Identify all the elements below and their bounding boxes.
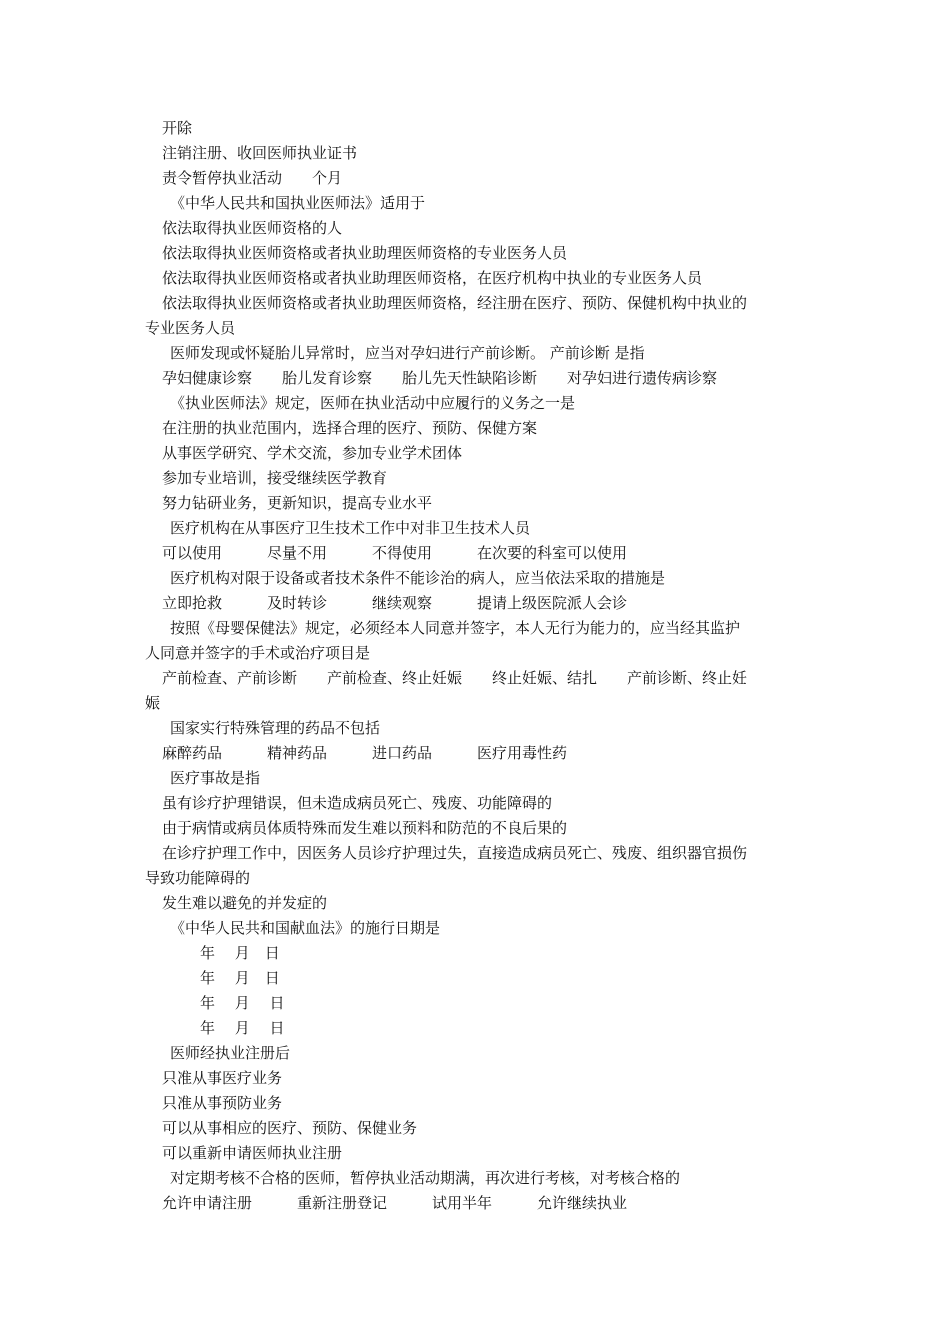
- option-line: 努力钻研业务，更新知识，提高专业水平: [162, 494, 433, 512]
- options-row: 可以使用 尽量不用 不得使用 在次要的科室可以使用: [162, 544, 628, 562]
- option-line: 依法取得执业医师资格或者执业助理医师资格，在医疗机构中执业的专业医务人员: [162, 269, 703, 287]
- option-line: 可以从事相应的医疗、预防、保健业务: [162, 1119, 418, 1137]
- options-row: 产前检查、产前诊断 产前检查、终止妊娠 终止妊娠、结扎 产前诊断、终止妊: [162, 669, 748, 687]
- date-option: 年 月 日: [200, 944, 280, 962]
- date-option: 年 月 日: [200, 1019, 285, 1037]
- question-line: 医疗机构对限于设备或者技术条件不能诊治的病人，应当依法采取的措施是: [170, 569, 666, 587]
- option-line: 依法取得执业医师资格或者执业助理医师资格的专业医务人员: [162, 244, 568, 262]
- option-line: 依法取得执业医师资格或者执业助理医师资格，经注册在医疗、预防、保健机构中执业的: [162, 294, 748, 312]
- option-line: 在诊疗护理工作中，因医务人员诊疗护理过失，直接造成病员死亡、残废、组织器官损伤: [162, 844, 748, 862]
- question-line: 《执业医师法》规定，医师在执业活动中应履行的义务之一是: [170, 394, 576, 412]
- option-line: 在注册的执业范围内，选择合理的医疗、预防、保健方案: [162, 419, 538, 437]
- option-line: 可以重新申请医师执业注册: [162, 1144, 343, 1162]
- option-line: 虽有诊疗护理错误，但未造成病员死亡、残废、功能障碍的: [162, 794, 553, 812]
- option-line: 只准从事医疗业务: [162, 1069, 283, 1087]
- option-line: 发生难以避免的并发症的: [162, 894, 328, 912]
- option-line: 从事医学研究、学术交流，参加专业学术团体: [162, 444, 463, 462]
- question-line: 按照《母婴保健法》规定，必须经本人同意并签字，本人无行为能力的，应当经其监护: [170, 619, 741, 637]
- text-line: 注销注册、收回医师执业证书: [162, 144, 358, 162]
- text-line: 开除: [162, 119, 193, 137]
- question-line: 医疗事故是指: [170, 769, 261, 787]
- question-line: 医疗机构在从事医疗卫生技术工作中对非卫生技术人员: [170, 519, 531, 537]
- question-line: 对定期考核不合格的医师，暂停执业活动期满，再次进行考核，对考核合格的: [170, 1169, 681, 1187]
- question-line: 医师经执业注册后: [170, 1044, 291, 1062]
- option-line: 依法取得执业医师资格的人: [162, 219, 343, 237]
- question-line: 国家实行特殊管理的药品不包括: [170, 719, 381, 737]
- options-row: 孕妇健康诊察 胎儿发育诊察 胎儿先天性缺陷诊断 对孕妇进行遗传病诊察: [162, 369, 718, 387]
- option-line: 由于病情或病员体质特殊而发生难以预料和防范的不良后果的: [162, 819, 568, 837]
- option-line-continued: 导致功能障碍的: [145, 869, 251, 887]
- option-line-continued: 专业医务人员: [145, 319, 236, 337]
- question-line: 《中华人民共和国执业医师法》适用于: [170, 194, 426, 212]
- options-row: 允许申请注册 重新注册登记 试用半年 允许继续执业: [162, 1194, 628, 1212]
- date-option: 年 月 日: [200, 994, 285, 1012]
- options-row: 立即抢救 及时转诊 继续观察 提请上级医院派人会诊: [162, 594, 628, 612]
- option-line: 只准从事预防业务: [162, 1094, 283, 1112]
- question-line: 医师发现或怀疑胎儿异常时，应当对孕妇进行产前诊断。 产前诊断 是指: [170, 344, 645, 362]
- date-option: 年 月 日: [200, 969, 280, 987]
- options-row-continued: 娠: [145, 694, 161, 712]
- question-line-continued: 人同意并签字的手术或治疗项目是: [145, 644, 371, 662]
- options-row: 麻醉药品 精神药品 进口药品 医疗用毒性药: [162, 744, 568, 762]
- question-line: 《中华人民共和国献血法》的施行日期是: [170, 919, 441, 937]
- option-line: 参加专业培训，接受继续医学教育: [162, 469, 388, 487]
- text-line: 责令暂停执业活动 个月: [162, 169, 343, 187]
